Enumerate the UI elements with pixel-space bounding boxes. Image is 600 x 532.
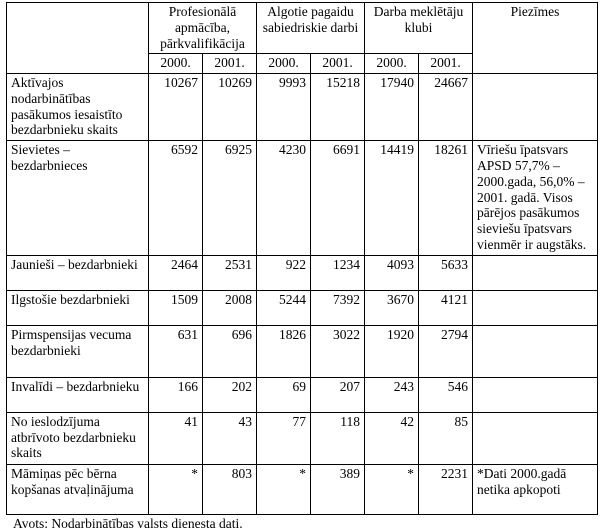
row-value: 9993 (257, 74, 311, 141)
table-row (7, 255, 598, 290)
row-label: Ilgstošie bezdarbnieki (7, 290, 149, 325)
row-value: 5244 (257, 290, 311, 325)
row-note (473, 412, 598, 464)
table-row (7, 74, 598, 141)
header-year-4: 2000. (365, 54, 419, 74)
source-note: Avots: Nodarbinātības valsts dienesta dati. (13, 515, 243, 531)
row-note: *Dati 2000.gadā netika apkopoti (473, 464, 598, 514)
header-group-professional-training: Profesionālā apmācība, pārkvalifikācija (149, 3, 257, 54)
row-value: 389 (311, 464, 365, 514)
row-value: 243 (365, 377, 419, 412)
row-label: Jaunieši – bezdarbnieki (7, 255, 149, 290)
table-row (7, 141, 598, 255)
row-note (473, 290, 598, 325)
row-value: 2531 (203, 255, 257, 290)
row-value: 3022 (311, 325, 365, 377)
table-header-row-groups (7, 3, 598, 54)
table-row (7, 412, 598, 464)
row-label: Aktīvajos nodarbinātības pasākumos iesaistīto bezdarbnieku skaits (7, 74, 149, 141)
table-row (7, 290, 598, 325)
row-value: 3670 (365, 290, 419, 325)
statistics-table (6, 2, 598, 515)
header-year-5: 2001. (419, 54, 473, 74)
row-value: 2008 (203, 290, 257, 325)
row-value: 207 (311, 377, 365, 412)
header-notes: Piezīmes (473, 3, 598, 74)
header-group-job-seeker-clubs: Darba meklētāju klubi (365, 3, 473, 54)
row-value: 42 (365, 412, 419, 464)
row-value: 43 (203, 412, 257, 464)
table-row (7, 464, 598, 514)
row-value: * (149, 464, 203, 514)
table-row (7, 377, 598, 412)
table-row (7, 325, 598, 377)
row-value: 6592 (149, 141, 203, 255)
row-note (473, 74, 598, 141)
row-value: 2464 (149, 255, 203, 290)
row-value: * (257, 464, 311, 514)
row-note (473, 255, 598, 290)
row-value: 41 (149, 412, 203, 464)
row-note (473, 325, 598, 377)
row-label: No ieslodzījuma atbrīvoto bezdarbnieku skaits (7, 412, 149, 464)
header-year-3: 2001. (311, 54, 365, 74)
header-year-1: 2001. (203, 54, 257, 74)
row-value: 696 (203, 325, 257, 377)
header-year-2: 2000. (257, 54, 311, 74)
row-value: 6691 (311, 141, 365, 255)
row-value: 4093 (365, 255, 419, 290)
row-value: 14419 (365, 141, 419, 255)
row-value: * (365, 464, 419, 514)
row-value: 546 (419, 377, 473, 412)
row-note: Vīriešu īpatsvars APSD 57,7% – 2000.gada, 56,0% – 2001. gadā. Visos pārējos pasākumos sieviešu īpatsvars vienmēr ir augstāks. (473, 141, 598, 255)
row-value: 77 (257, 412, 311, 464)
row-value: 7392 (311, 290, 365, 325)
row-value: 4121 (419, 290, 473, 325)
header-group-paid-temporary-public-works: Algotie pagaidu sabiedriskie darbi (257, 3, 365, 54)
row-label: Sievietes – bezdarbnieces (7, 141, 149, 255)
row-value: 15218 (311, 74, 365, 141)
row-value: 24667 (419, 74, 473, 141)
table-header (7, 3, 598, 74)
row-value: 10267 (149, 74, 203, 141)
row-value: 5633 (419, 255, 473, 290)
row-label: Māmiņas pēc bērna kopšanas atvaļinājuma (7, 464, 149, 514)
row-value: 202 (203, 377, 257, 412)
row-label: Pirmspensijas vecuma bezdarbnieki (7, 325, 149, 377)
row-value: 1234 (311, 255, 365, 290)
row-value: 2794 (419, 325, 473, 377)
row-value: 166 (149, 377, 203, 412)
header-year-0: 2000. (149, 54, 203, 74)
row-value: 69 (257, 377, 311, 412)
row-value: 18261 (419, 141, 473, 255)
row-value: 118 (311, 412, 365, 464)
row-value: 4230 (257, 141, 311, 255)
table-body (7, 74, 598, 515)
row-value: 1826 (257, 325, 311, 377)
row-value: 631 (149, 325, 203, 377)
row-value: 1920 (365, 325, 419, 377)
row-label: Invalīdi – bezdarbnieku (7, 377, 149, 412)
row-value: 1509 (149, 290, 203, 325)
row-value: 803 (203, 464, 257, 514)
header-corner-cell (7, 3, 149, 74)
row-value: 17940 (365, 74, 419, 141)
row-value: 922 (257, 255, 311, 290)
row-value: 10269 (203, 74, 257, 141)
row-value: 6925 (203, 141, 257, 255)
row-note (473, 377, 598, 412)
row-value: 85 (419, 412, 473, 464)
row-value: 2231 (419, 464, 473, 514)
